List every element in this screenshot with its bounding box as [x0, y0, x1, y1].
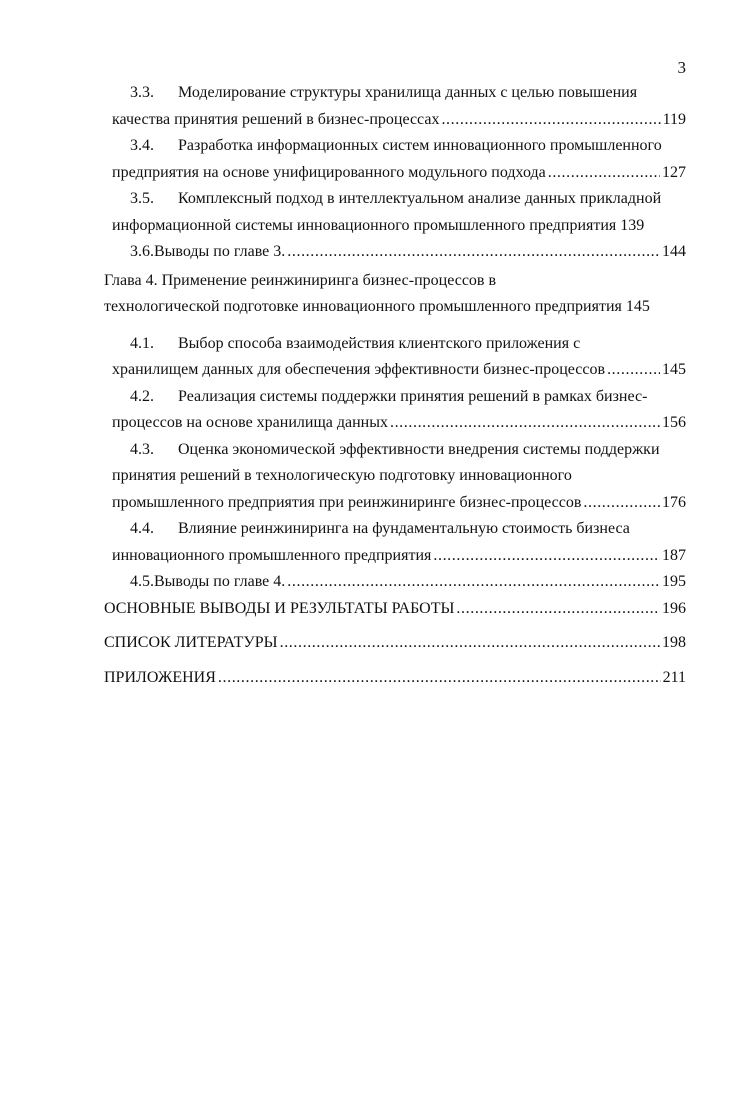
- section-number: 4.1.: [130, 334, 154, 352]
- leader-dots: [456, 596, 660, 623]
- section-number: 4.3.: [130, 440, 154, 458]
- entry-title-line1: Влияние реинжиниринга на фундаментальную стоимость бизнеса: [178, 520, 630, 537]
- page-ref: 176: [662, 493, 686, 511]
- entry-title-line2: принятия решений в технологическую подготовку инновационного: [112, 467, 572, 484]
- leader-dots: [607, 357, 660, 384]
- toc-entry-3-4[interactable]: [112, 133, 686, 186]
- entry-title-line2: предприятия на основе унифицированного модульного подхода: [112, 163, 546, 181]
- leader-dots: [441, 107, 660, 134]
- entry-title-line1: Моделирование структуры хранилища данных с целью повышения: [178, 84, 638, 101]
- toc-entry-4-1[interactable]: [112, 331, 686, 384]
- entry-title-line3: промышленного предприятия при реинжиниринге бизнес-процессов: [112, 493, 582, 511]
- entry-title-line2: хранилищем данных для обеспечения эффективности бизнес-процессов: [112, 361, 606, 378]
- page-ref: 119: [662, 110, 686, 128]
- entry-title-line1: Реализация системы поддержки принятия решений в рамках бизнес-: [178, 387, 648, 405]
- leader-dots: [280, 630, 660, 657]
- page-number: 3: [677, 58, 686, 77]
- entry-title: Выводы по главе 3.: [154, 243, 286, 260]
- entry-title-line2: информационной системы инновационного промышленного предприятия: [112, 216, 617, 234]
- entry-title-line2: качества принятия решений в бизнес-процессах: [112, 110, 440, 128]
- section-number: 4.2.: [130, 387, 154, 405]
- section-number: 3.4.: [130, 137, 154, 154]
- toc-entry-references[interactable]: [104, 630, 686, 657]
- page-ref: 127: [662, 163, 686, 181]
- toc-entry-3-5[interactable]: [112, 186, 686, 239]
- page-ref: 145: [625, 298, 650, 315]
- entry-title-line2: инновационного промышленного предприятия: [112, 546, 432, 564]
- leader-dots: [390, 410, 660, 437]
- entry-title: ОСНОВНЫЕ ВЫВОДЫ И РЕЗУЛЬТАТЫ РАБОТЫ: [104, 599, 455, 617]
- page-ref: 211: [662, 668, 686, 686]
- page-ref: 187: [662, 546, 686, 564]
- toc-entry-4-5[interactable]: [112, 569, 686, 596]
- entry-title-line1: Комплексный подход в интеллектуальном анализе данных прикладной: [178, 190, 662, 207]
- page-ref: 156: [662, 414, 686, 431]
- entry-title-line2: технологической подготовке инновационного промышленного предприятия: [104, 298, 622, 315]
- leader-dots: [218, 665, 661, 692]
- entry-title-line1: Выбор способа взаимодействия клиентского приложения с: [178, 334, 581, 352]
- toc-entry-4-3[interactable]: [112, 437, 686, 517]
- toc-entry-3-3[interactable]: [112, 80, 686, 133]
- page-ref: 144: [662, 243, 686, 260]
- section-number: 3.5.: [130, 190, 154, 207]
- toc-entry-3-6[interactable]: [112, 239, 686, 266]
- entry-title-line1: Разработка информационных систем инновационного промышленного: [178, 137, 662, 154]
- entry-title: Выводы по главе 4.: [154, 573, 286, 590]
- section-number: 3.6.: [130, 243, 154, 260]
- leader-dots: [287, 239, 660, 266]
- toc-entry-appendices[interactable]: [104, 665, 686, 692]
- section-number: 4.5.: [130, 573, 154, 590]
- toc-entry-4-4[interactable]: [112, 516, 686, 569]
- leader-dots: [433, 543, 660, 570]
- entry-title-line1: Глава 4. Применение реинжиниринга бизнес-процессов в: [104, 271, 497, 289]
- toc-entry-4-2[interactable]: [112, 384, 686, 437]
- leader-dots: [583, 490, 660, 517]
- leader-dots: [287, 569, 660, 596]
- entry-title: ПРИЛОЖЕНИЯ: [104, 668, 216, 686]
- table-of-contents: [104, 80, 686, 691]
- section-number: 3.3.: [130, 84, 154, 101]
- toc-entry-chapter-4[interactable]: [104, 268, 686, 321]
- entry-title-line2: процессов на основе хранилища данных: [112, 414, 388, 431]
- leader-dots: [548, 160, 660, 187]
- page-ref: 196: [662, 599, 686, 617]
- page-ref: 198: [662, 634, 686, 651]
- section-number: 4.4.: [130, 520, 154, 537]
- page-ref: 195: [662, 573, 686, 590]
- page-ref: 145: [662, 361, 686, 378]
- entry-title-line1: Оценка экономической эффективности внедрения системы поддержки: [178, 440, 660, 458]
- page-ref: 139: [620, 216, 645, 234]
- entry-title: СПИСОК ЛИТЕРАТУРЫ: [104, 634, 278, 651]
- toc-entry-conclusions[interactable]: [104, 596, 686, 623]
